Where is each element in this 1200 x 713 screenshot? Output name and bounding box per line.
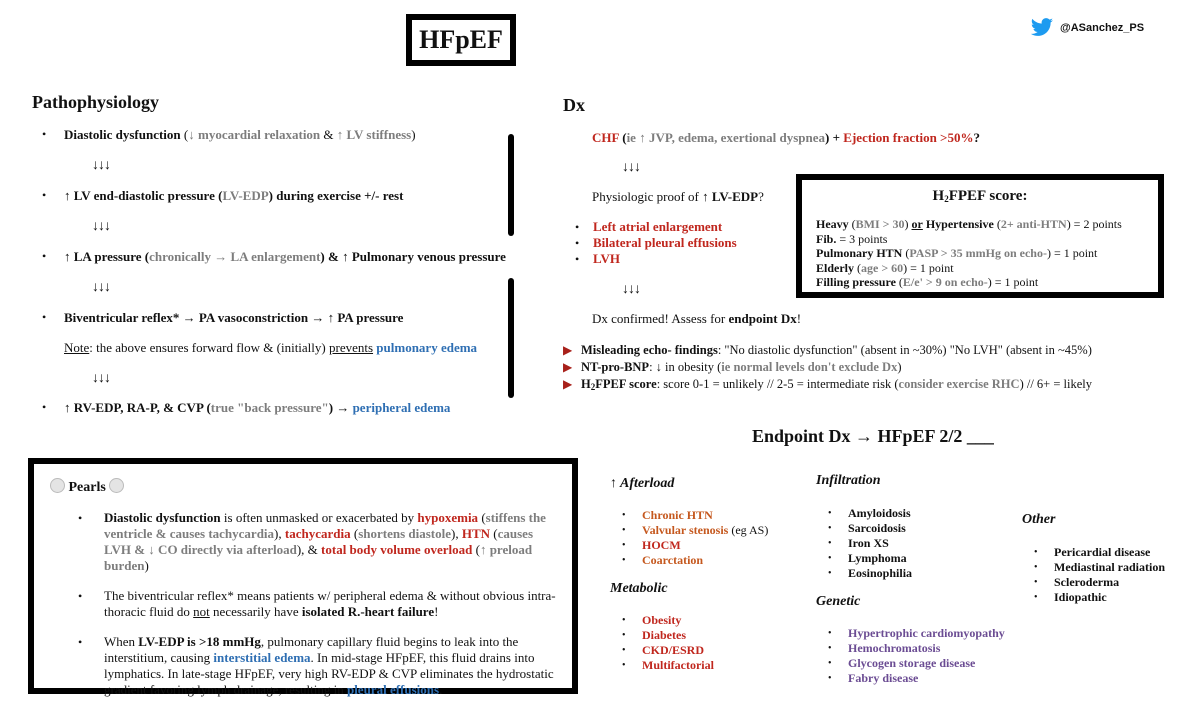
dx-findings-list: [575, 219, 737, 267]
score-title: $H_2FPEF$ score:: [932, 188, 1028, 204]
title-box: [406, 14, 516, 66]
list-item: • HOCM: [622, 538, 681, 552]
patho-bullet-2: • ↑ LV end-diastolic pressure (LV-EDP) during exercise +/- rest: [42, 188, 404, 203]
arrows-4: ↓↓↓: [92, 371, 110, 386]
score-line-filling: Filling pressure (E/e' > 9 on echo-) = 1 point: [816, 275, 1039, 289]
list-item: • Idiopathic: [1034, 590, 1107, 604]
list-item: • Pericardial disease: [1034, 545, 1151, 559]
dx-arrows-2: ↓↓↓: [622, 282, 640, 297]
twitter-handle: @ASanchez_PS: [1060, 22, 1145, 34]
dx-flag-list: [563, 342, 1092, 396]
arrows-2: ↓↓↓: [92, 219, 110, 234]
flag-icon: ▶: [563, 377, 573, 391]
dx-confirmed-line: Dx confirmed! Assess for endpoint Dx!: [592, 311, 802, 326]
pearls-title: Pearls: [50, 478, 556, 496]
list-item: • Amyloidosis: [828, 506, 911, 520]
h2fpef-score-box: [796, 174, 1164, 298]
list-item: • Iron XS: [828, 536, 889, 550]
score-line-fib: Fib. = 3 points: [816, 231, 888, 246]
list-item: • Obesity: [622, 613, 682, 627]
finding-item: • LVH: [575, 251, 620, 266]
other-list: [1034, 545, 1165, 605]
twitter-credit: [1030, 18, 1144, 38]
infiltration-title: Infiltration: [816, 473, 881, 488]
flag-item-score: ▶ $H_2FPEF$ score: score 0-1 = unlikely // 2-5 = intermediate risk (consider exercise RHC) // 6+ = likely: [563, 377, 1092, 392]
list-item: • Glycogen storage disease: [828, 656, 976, 670]
list-item: • Mediastinal radiation: [1034, 560, 1166, 574]
flag-icon: ▶: [563, 360, 573, 374]
patho-heading: Pathophysiology: [32, 92, 160, 112]
list-item: • Hemochromatosis: [828, 641, 941, 655]
dx-chf-line: CHF (ie ↑ JVP, edema, exertional dyspnea) + Ejection fraction >50%?: [592, 130, 980, 145]
pearl-item-2: • The biventricular reflex* means patients w/ peripheral edema & without obvious intra-thoracic fluid do not necessarily have isolated R.-heart failure!: [78, 588, 556, 619]
divider-bar-lower: [508, 278, 514, 398]
pearl-icon: [50, 478, 65, 493]
list-item: • CKD/ESRD: [622, 643, 705, 657]
flag-item-bnp: ▶ NT-pro-BNP: ↓ in obesity (ie normal levels don't exclude Dx): [563, 360, 902, 374]
arrows-1: ↓↓↓: [92, 158, 110, 173]
genetic-list: [828, 626, 1005, 686]
dx-heading: Dx: [563, 95, 585, 115]
flag-item-echo: ▶ Misleading echo- findings: "No diastolic dysfunction" (absent in ~30%) "No LVH" (absent in ~45%): [563, 343, 1092, 357]
pearl-item-3: • When LV-EDP is >18 mmHg, pulmonary capillary fluid begins to leak into the interstitium, causing interstitial edema. In mid-stage HFpEF, this fluid drains into lymphatics. In late-stage HFpEF, very high RV-EDP & CVP eliminates the hydrostatic gradient favoring lymph drainage, resulting in pleural effusions.: [78, 634, 554, 697]
genetic-title: Genetic: [816, 594, 861, 609]
score-line-heavy: Heavy (BMI > 30) or Hypertensive (2+ anti-HTN) = 2 points: [816, 217, 1122, 231]
list-item: • Valvular stenosis (eg AS): [622, 523, 769, 537]
patho-bullet-1: • Diastolic dysfunction (↓ myocardial relaxation & ↑ LV stiffness): [42, 127, 416, 142]
patho-bullet-4: • Biventricular reflex* → PA vasoconstriction → ↑ PA pressure: [42, 310, 404, 325]
list-item: • Coarctation: [622, 553, 704, 567]
list-item: • Fabry disease: [828, 671, 919, 685]
list-item: • Diabetes: [622, 628, 686, 642]
list-item: • Hypertrophic cardiomyopathy: [828, 626, 1005, 640]
flag-icon: ▶: [563, 343, 573, 357]
list-item: • Multifactorial: [622, 658, 714, 672]
patho-bullet-3: • ↑ LA pressure (chronically → LA enlargement) & ↑ Pulmonary venous pressure: [42, 249, 506, 264]
endpoint-heading: Endpoint Dx → HFpEF 2/2 ___: [752, 426, 994, 446]
other-title: Other: [1022, 512, 1056, 527]
patho-bullet-5: • ↑ RV-EDP, RA-P, & CVP (true "back pressure") → peripheral edema: [42, 400, 451, 415]
afterload-list: [622, 508, 768, 568]
dx-arrows-1: ↓↓↓: [622, 160, 640, 175]
list-item: • Sarcoidosis: [828, 521, 906, 535]
finding-item: • Bilateral pleural effusions: [575, 235, 737, 250]
patho-note: Note: the above ensures forward flow & (initially) prevents pulmonary edema: [64, 340, 478, 355]
list-item: • Chronic HTN: [622, 508, 713, 522]
arrows-3: ↓↓↓: [92, 280, 110, 295]
twitter-bird-icon: [1030, 18, 1054, 38]
dx-proof-line: Physiologic proof of ↑ LV-EDP?: [592, 189, 764, 204]
list-item: • Lymphoma: [828, 551, 907, 565]
infiltration-list: [828, 506, 912, 581]
pearl-item-1: • Diastolic dysfunction is often unmasked or exacerbated by hypoxemia (stiffens the ventricle & causes tachycardia), tachycardia (shortens diastole), HTN (causes LVH & ↓ CO directly via afterload), & total body volume overload (↑ preload burden): [78, 510, 546, 573]
afterload-title: ↑ Afterload: [610, 476, 675, 491]
pearl-icon: [109, 478, 124, 493]
list-item: • Eosinophilia: [828, 566, 913, 580]
list-item: • Scleroderma: [1034, 575, 1120, 589]
score-line-pulm: Pulmonary HTN (PASP > 35 mmHg on echo-) = 1 point: [816, 246, 1098, 260]
metabolic-list: [622, 613, 714, 673]
metabolic-title: Metabolic: [610, 581, 668, 596]
score-line-elderly: Elderly (age > 60) = 1 point: [816, 260, 954, 275]
divider-bar-upper: [508, 134, 514, 236]
page-title: HFpEF: [419, 25, 503, 54]
pearls-box: [28, 458, 578, 697]
finding-item: • Left atrial enlargement: [575, 219, 723, 234]
